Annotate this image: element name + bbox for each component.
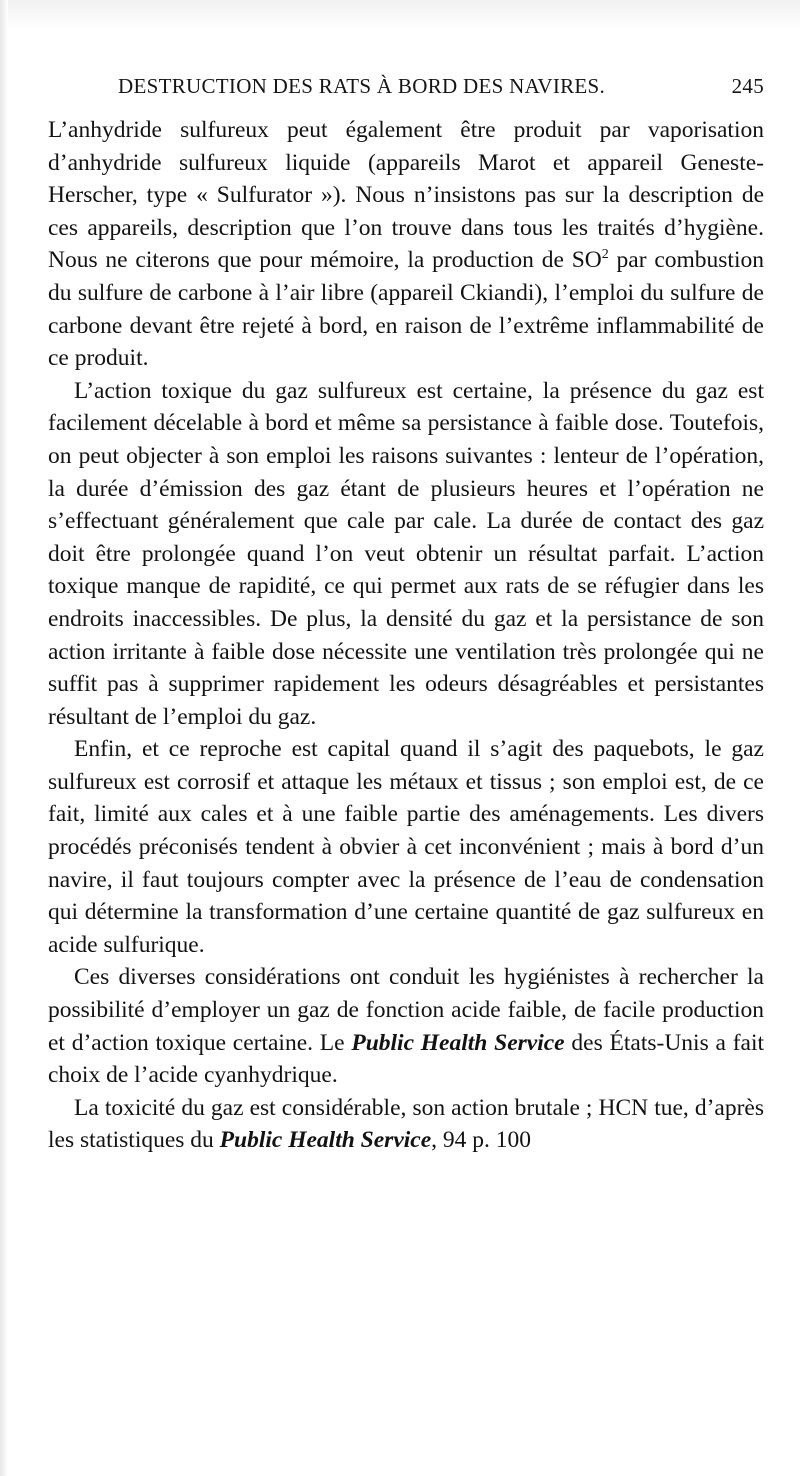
scan-top-shadow: [0, 0, 800, 30]
book-page: [48, 64, 764, 1454]
paragraph-5: [48, 1092, 764, 1157]
paragraph-1: [48, 114, 764, 375]
paragraph-1-tail: par combustion du sulfure de carbone à l’air libre (appareil Ckiandi), l’emploi du sulfure de carbone devant être rejeté à bord, en raison de l’extrême inflammabilité de ce produit.: [48, 247, 764, 372]
paragraph-5-text-b: , 94 p. 100: [431, 1127, 532, 1154]
scan-left-edge: [0, 0, 8, 1476]
so2-superscript: 2: [601, 247, 609, 263]
body-text: [48, 114, 764, 1157]
public-health-service-reference: Public Health Service: [351, 1029, 565, 1056]
paragraph-4-text-b: des États-Unis a fait choix de l’acide cyanhydrique.: [48, 1029, 764, 1089]
page-number: 245: [731, 74, 764, 98]
running-title: DESTRUCTION DES RATS À BORD DES NAVIRES.: [118, 74, 606, 98]
paragraph-5-text-a: La toxicité du gaz est considérable, son action brutale ; HCN tue, d’après les statistiques du: [48, 1094, 764, 1154]
running-head: [48, 64, 764, 110]
public-health-service-statistics-reference: Public Health Service: [219, 1127, 432, 1154]
paragraph-3: Enfin, et ce reproche est capital quand il s’agit des paquebots, le gaz sulfureux est corrosif et attaque les métaux et tissus ; son emploi est, de ce fait, limité aux cales et à une faible partie des aménagements. Les divers procédés préconisés tendent à obvier à cet inconvénient ; mais à bord d’un navire, il faut toujours compter avec la présence de l’eau de condensation qui détermine la transformation d’une certaine quantité de gaz sulfureux en acide sulfurique.: [48, 736, 764, 958]
paragraph-1-text: L’anhydride sulfureux peut également être produit par vaporisation d’anhydride sulfureux liquide (appareils Marot et appareil Geneste-Herscher, type « Sulfurator »). Nous n’insistons pas sur la description de ces appareils, description que l’on trouve dans tous les traités d’hygiène. Nous ne citerons que pour mémoire, la production de SO: [48, 117, 764, 274]
paragraph-4-text-a: Ces diverses considérations ont conduit les hygiénistes à rechercher la possibilité d’employer un gaz de fonction acide faible, de facile production et d’action toxique certaine. Le: [48, 964, 764, 1056]
paragraph-2: L’action toxique du gaz sulfureux est certaine, la présence du gaz est facilement décelable à bord et même sa persistance à faible dose. Toutefois, on peut objecter à son emploi les raisons suivantes : lenteur de l’opération, la durée d’émission des gaz étant de plusieurs heures et l’opération ne s’effectuant généralement que cale par cale. La durée de contact des gaz doit être prolongée quand l’on veut obtenir un résultat parfait. L’action toxique manque de rapidité, ce qui permet aux rats de se réfugier dans les endroits inaccessibles. De plus, la densité du gaz et la persistance de son action irritante à faible dose nécessite une ventilation très prolongée qui ne suffit pas à supprimer rapidement les odeurs désagréables et persistantes résultant de l’emploi du gaz.: [48, 377, 764, 730]
paragraph-4: [48, 961, 764, 1091]
